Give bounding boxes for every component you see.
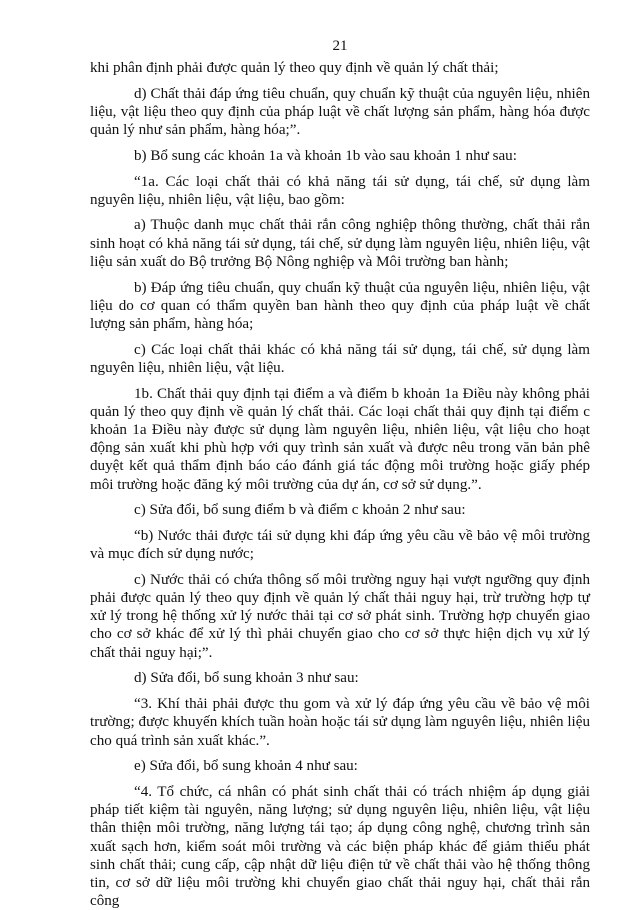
paragraph-clause-1b: 1b. Chất thải quy định tại điểm a và điểm b khoản 1a Điều này không phải quản lý theo quy định về quản lý chất thải. Các loại chất thải quy định tại điểm c khoản 1a Điều này được sử dụng làm nguyên liệu, nhiên liệu, vật liệu cho hoạt động sản xuất khi phù hợp với quy trình sản xuất và được nêu trong văn bản phê duyệt kết quả thẩm định báo cáo đánh giá tác động môi trường hoặc giấy phép môi trường hoặc đăng ký môi trường của dự án, cơ sở sử dụng.”. [90,385,590,493]
paragraph-clause-1a: “1a. Các loại chất thải có khả năng tái sử dụng, tái chế, sử dụng làm nguyên liệu, nhiên liệu, vật liệu, bao gồm: [90,173,590,208]
paragraph-amendment-d: d) Sửa đổi, bổ sung khoản 3 như sau: [134,670,359,687]
paragraph-clause-1a-point-c: c) Các loại chất thải khác có khả năng tái sử dụng, tái chế, sử dụng làm nguyên liệu, nhiên liệu, vật liệu. [90,341,590,376]
page-number: 21 [332,38,348,54]
paragraph-clause-3: “3. Khí thải phải được thu gom và xử lý đáp ứng yêu cầu về bảo vệ môi trường; được khuyến khích tuần hoàn hoặc tái sử dụng làm nguyên liệu, nhiên liệu cho quá trình sản xuất khác.”. [90,696,590,749]
paragraph-wastewater-c: c) Nước thải có chứa thông số môi trường nguy hại vượt ngưỡng quy định phải được quản lý theo quy định về quản lý chất thải nguy hại, trừ trường hợp tự xử lý trong hệ thống xử lý nước thải tại cơ sở phát sinh. Trường hợp chuyển giao cho cơ sở khác để xử lý thì phải chuyển giao cho cơ sở thực hiện dịch vụ xử lý chất thải nguy hại;”. [90,571,590,661]
paragraph-clause-1a-point-b: b) Đáp ứng tiêu chuẩn, quy chuẩn kỹ thuật của nguyên liệu, nhiên liệu, vật liệu do cơ quan có thẩm quyền ban hành theo quy định của pháp luật về chất lượng sản phẩm, hàng hóa; [90,279,590,332]
paragraph-amendment-e: e) Sửa đổi, bổ sung khoản 4 như sau: [134,758,358,775]
paragraph-amendment-c: c) Sửa đổi, bổ sung điểm b và điểm c khoản 2 như sau: [134,502,466,519]
paragraph-wastewater-b: “b) Nước thải được tái sử dụng khi đáp ứng yêu cầu về bảo vệ môi trường và mục đích sử dụng nước; [90,527,590,563]
document-body [90,59,590,910]
paragraph-clause-4: “4. Tổ chức, cá nhân có phát sinh chất thải có trách nhiệm áp dụng giải pháp tiết kiệm tài nguyên, năng lượng; sử dụng nguyên liệu, nhiên liệu, vật liệu thân thiện môi trường, năng lượng tái tạo; áp dụng công nghệ, chương trình sản xuất sạch hơn, kiểm soát môi trường và các biện pháp khác để giảm thiểu phát sinh chất thải; cung cấp, cập nhật dữ liệu điện tử về chất thải vào hệ thống thông tin, cơ sở dữ liệu môi trường khi chuyển giao chất thải nguy hại, chất thải rắn công [90,783,590,910]
paragraph-point-d: d) Chất thải đáp ứng tiêu chuẩn, quy chuẩn kỹ thuật của nguyên liệu, nhiên liệu, vật liệu theo quy định của pháp luật về chất lượng sản phẩm, hàng hóa được quản lý như sản phẩm, hàng hóa;”. [90,85,590,139]
paragraph-amendment-b: b) Bổ sung các khoản 1a và khoản 1b vào sau khoản 1 như sau: [134,147,517,164]
paragraph-clause-1a-point-a: a) Thuộc danh mục chất thải rắn công nghiệp thông thường, chất thải rắn sinh hoạt có khả năng tái sử dụng, tái chế, sử dụng làm nguyên liệu, nhiên liệu, vật liệu sản xuất do Bộ trưởng Bộ Nông nghiệp và Môi trường ban hành; [90,217,590,270]
paragraph-continuation: khi phân định phải được quản lý theo quy định về quản lý chất thải; [90,60,499,76]
